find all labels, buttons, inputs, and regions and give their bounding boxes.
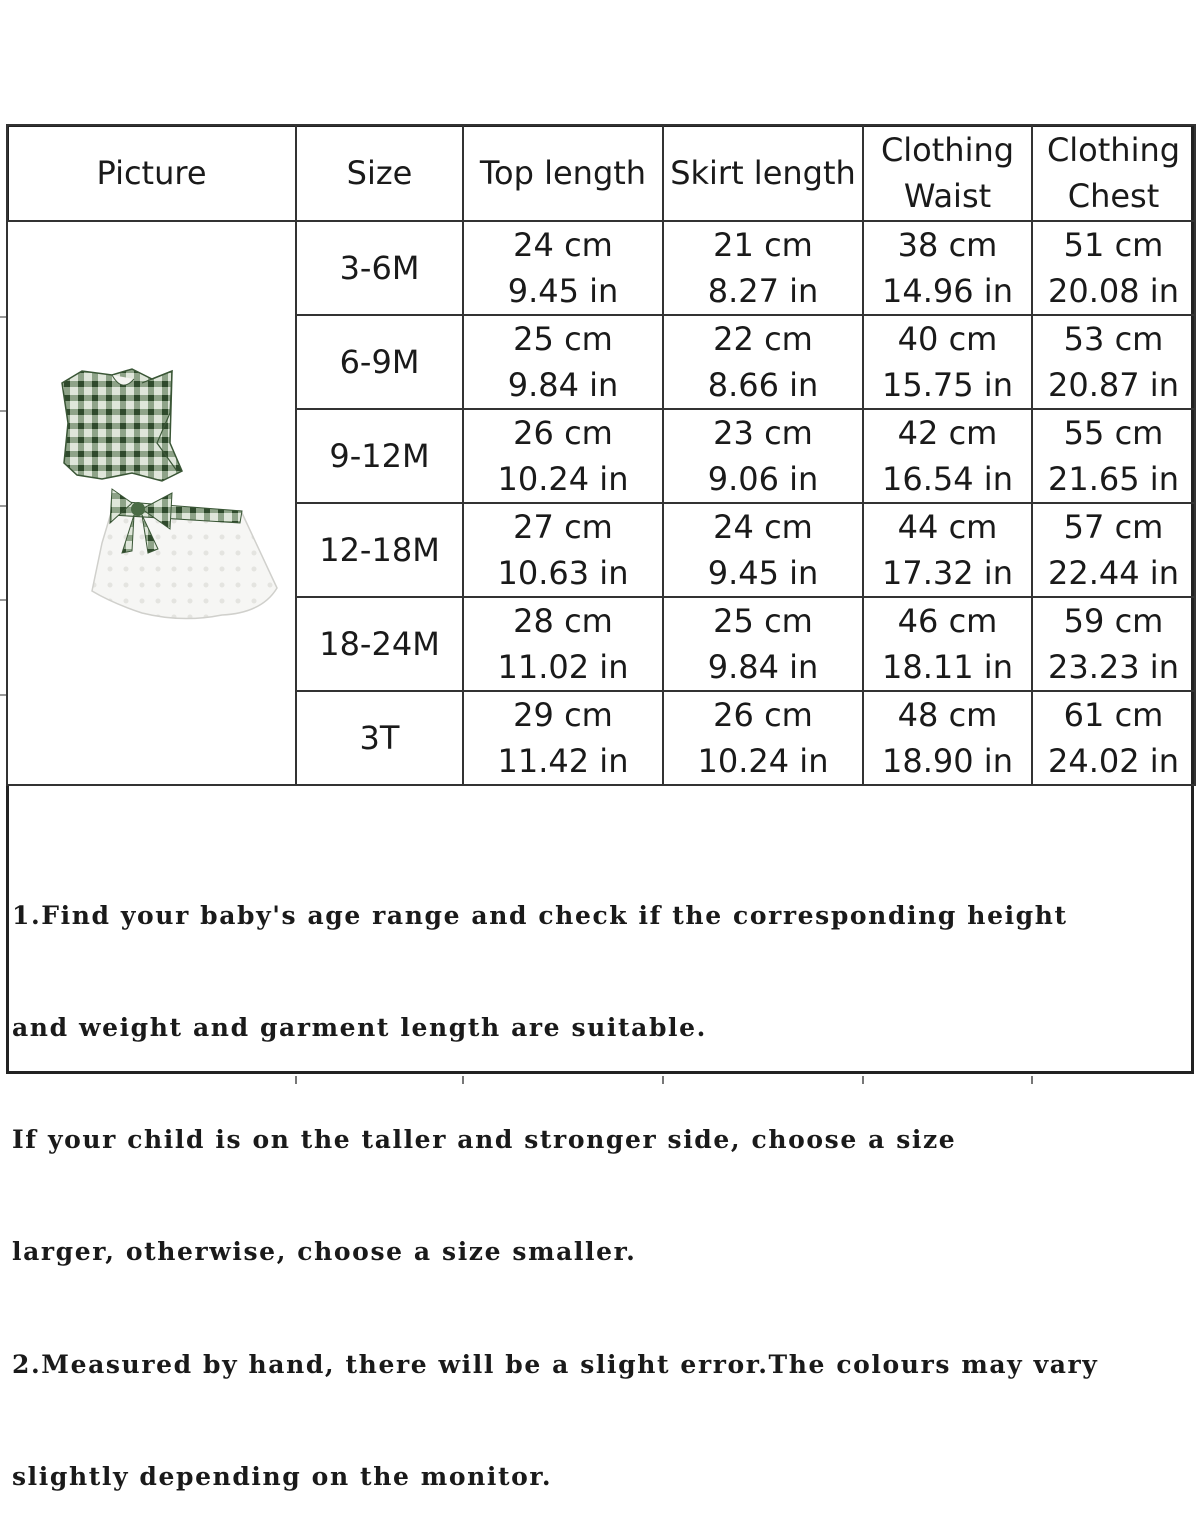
chest-cell: 59 cm 23.23 in <box>1032 597 1195 691</box>
size-cell: 12-18M <box>296 503 463 597</box>
skirt-length-cell: 24 cm 9.45 in <box>663 503 863 597</box>
note-line: slightly depending on the monitor. <box>12 1461 553 1491</box>
size-chart-table <box>6 124 1196 786</box>
waist-cell: 48 cm 18.90 in <box>863 691 1032 785</box>
divider-tick <box>662 1076 664 1084</box>
divider-tick <box>0 410 6 412</box>
size-cell: 9-12M <box>296 409 463 503</box>
waist-cell: 46 cm 18.11 in <box>863 597 1032 691</box>
note-line: and weight and garment length are suitable. <box>12 1013 707 1043</box>
header-skirt-length: Skirt length <box>663 125 863 221</box>
top-length-cell: 28 cm 11.02 in <box>463 597 663 691</box>
top-length-cell: 26 cm 10.24 in <box>463 409 663 503</box>
size-cell: 3T <box>296 691 463 785</box>
waist-cell: 38 cm 14.96 in <box>863 221 1032 315</box>
size-cell: 6-9M <box>296 315 463 409</box>
chest-cell: 53 cm 20.87 in <box>1032 315 1195 409</box>
skirt-length-cell: 26 cm 10.24 in <box>663 691 863 785</box>
table-row <box>7 221 1195 315</box>
outfit-photo-icon <box>22 353 282 653</box>
divider-tick <box>862 1076 864 1084</box>
skirt-length-cell: 23 cm 9.06 in <box>663 409 863 503</box>
waist-cell: 44 cm 17.32 in <box>863 503 1032 597</box>
size-cell: 18-24M <box>296 597 463 691</box>
note-line: If your child is on the taller and stronger side, choose a size <box>12 1125 957 1155</box>
skirt-length-cell: 21 cm 8.27 in <box>663 221 863 315</box>
top-length-cell: 29 cm 11.42 in <box>463 691 663 785</box>
header-picture: Picture <box>7 125 296 221</box>
divider-tick <box>295 1076 297 1084</box>
header-row <box>7 125 1195 221</box>
note-line: larger, otherwise, choose a size smaller. <box>12 1237 637 1267</box>
divider-tick <box>462 1076 464 1084</box>
divider-tick <box>0 316 6 318</box>
chest-cell: 57 cm 22.44 in <box>1032 503 1195 597</box>
skirt-length-cell: 25 cm 9.84 in <box>663 597 863 691</box>
waist-cell: 40 cm 15.75 in <box>863 315 1032 409</box>
waist-cell: 42 cm 16.54 in <box>863 409 1032 503</box>
header-top-length: Top length <box>463 125 663 221</box>
header-clothing-chest: Clothing Chest <box>1032 125 1195 221</box>
product-picture-cell <box>7 221 296 785</box>
note-line: 1.Find your baby's age range and check if the corresponding height <box>12 900 1068 930</box>
divider-tick <box>0 599 6 601</box>
top-length-cell: 27 cm 10.63 in <box>463 503 663 597</box>
header-clothing-waist: Clothing Waist <box>863 125 1032 221</box>
chest-cell: 51 cm 20.08 in <box>1032 221 1195 315</box>
note-line: 2.Measured by hand, there will be a slight error.The colours may vary <box>12 1349 1099 1379</box>
top-length-cell: 24 cm 9.45 in <box>463 221 663 315</box>
size-notes <box>12 822 1188 1533</box>
divider-tick <box>1031 1076 1033 1084</box>
divider-tick <box>0 505 6 507</box>
chest-cell: 55 cm 21.65 in <box>1032 409 1195 503</box>
top-length-cell: 25 cm 9.84 in <box>463 315 663 409</box>
divider-tick <box>0 694 6 696</box>
chest-cell: 61 cm 24.02 in <box>1032 691 1195 785</box>
header-size: Size <box>296 125 463 221</box>
skirt-length-cell: 22 cm 8.66 in <box>663 315 863 409</box>
size-cell: 3-6M <box>296 221 463 315</box>
